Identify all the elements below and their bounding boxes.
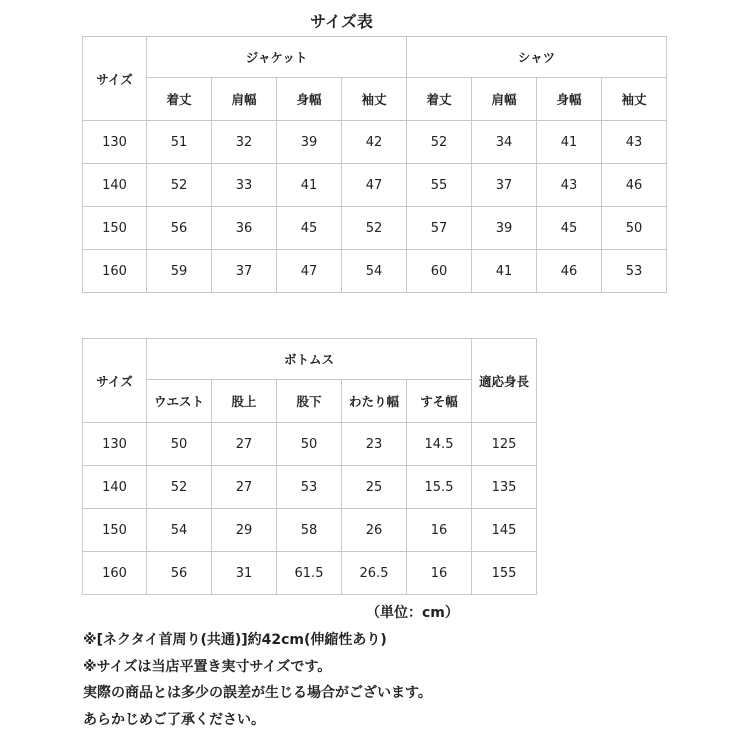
table-cell: 36 (212, 207, 277, 250)
table-cell: 43 (537, 164, 602, 207)
jacket-shirt-size-table (82, 36, 667, 293)
note-line: ※[ネクタイ首周り(共通)]約42cm(伸縮性あり) (83, 632, 387, 648)
table-cell: 29 (212, 509, 277, 552)
size-header: サイズ (83, 339, 147, 423)
column-header: ウエスト (147, 380, 212, 423)
size-cell: 160 (83, 250, 147, 293)
table-cell: 55 (407, 164, 472, 207)
table-cell: 56 (147, 207, 212, 250)
table-cell: 16 (407, 509, 472, 552)
table-cell: 39 (277, 121, 342, 164)
table-cell: 43 (602, 121, 667, 164)
table-row (83, 164, 667, 207)
table-cell: 27 (212, 466, 277, 509)
table-cell: 41 (277, 164, 342, 207)
table-cell: 58 (277, 509, 342, 552)
bottoms-size-table (82, 338, 537, 595)
column-header: すそ幅 (407, 380, 472, 423)
bottoms-group-header: ボトムス (147, 339, 472, 380)
size-cell: 130 (83, 121, 147, 164)
table-cell: 47 (342, 164, 407, 207)
table-cell: 52 (147, 466, 212, 509)
table-cell: 37 (212, 250, 277, 293)
table-cell: 50 (602, 207, 667, 250)
height-cell: 135 (472, 466, 537, 509)
table-cell: 52 (342, 207, 407, 250)
table-cell: 57 (407, 207, 472, 250)
note-line: ※サイズは当店平置き実寸サイズです。 (83, 658, 332, 675)
size-cell: 140 (83, 164, 147, 207)
table-cell: 60 (407, 250, 472, 293)
table-cell: 14.5 (407, 423, 472, 466)
table-cell: 54 (147, 509, 212, 552)
table-cell: 23 (342, 423, 407, 466)
table-cell: 50 (277, 423, 342, 466)
table-row (83, 466, 537, 509)
size-cell: 140 (83, 466, 147, 509)
table-cell: 51 (147, 121, 212, 164)
table-row (83, 423, 537, 466)
table-row (83, 121, 667, 164)
table-cell: 39 (472, 207, 537, 250)
table-cell: 34 (472, 121, 537, 164)
height-cell: 155 (472, 552, 537, 595)
page-title: サイズ表 (310, 12, 373, 31)
unit-label: （単位：cm） (366, 605, 459, 621)
table-cell: 61.5 (277, 552, 342, 595)
column-header: 着丈 (407, 78, 472, 121)
column-header: 身幅 (537, 78, 602, 121)
table-cell: 45 (277, 207, 342, 250)
table-cell: 27 (212, 423, 277, 466)
table-cell: 52 (407, 121, 472, 164)
height-cell: 125 (472, 423, 537, 466)
shirt-group-header: シャツ (407, 37, 667, 78)
table-cell: 32 (212, 121, 277, 164)
table-cell: 56 (147, 552, 212, 595)
note-line: 実際の商品とは多少の誤差が生じる場合がございます。 (83, 685, 432, 701)
table-cell: 25 (342, 466, 407, 509)
table-cell: 45 (537, 207, 602, 250)
table-cell: 26.5 (342, 552, 407, 595)
table-cell: 54 (342, 250, 407, 293)
size-cell: 160 (83, 552, 147, 595)
table-cell: 53 (277, 466, 342, 509)
table-cell: 31 (212, 552, 277, 595)
height-cell: 145 (472, 509, 537, 552)
jacket-group-header: ジャケット (147, 37, 407, 78)
table-cell: 50 (147, 423, 212, 466)
column-header: 袖丈 (602, 78, 667, 121)
size-cell: 150 (83, 509, 147, 552)
table-cell: 42 (342, 121, 407, 164)
table-cell: 59 (147, 250, 212, 293)
size-header: サイズ (83, 37, 147, 121)
column-header: 着丈 (147, 78, 212, 121)
table-row (83, 509, 537, 552)
table-cell: 33 (212, 164, 277, 207)
table-cell: 41 (537, 121, 602, 164)
column-header: 股上 (212, 380, 277, 423)
table-cell: 53 (602, 250, 667, 293)
table-cell: 41 (472, 250, 537, 293)
column-header: 袖丈 (342, 78, 407, 121)
column-header: 股下 (277, 380, 342, 423)
table-cell: 15.5 (407, 466, 472, 509)
table-row (83, 207, 667, 250)
column-header: 身幅 (277, 78, 342, 121)
size-cell: 130 (83, 423, 147, 466)
table-row (83, 552, 537, 595)
height-header: 適応身長 (472, 339, 537, 423)
table-cell: 46 (602, 164, 667, 207)
column-header: 肩幅 (472, 78, 537, 121)
table-cell: 26 (342, 509, 407, 552)
column-header: 肩幅 (212, 78, 277, 121)
note-line: あらかじめご了承ください。 (83, 711, 265, 728)
table-cell: 52 (147, 164, 212, 207)
column-header: わたり幅 (342, 380, 407, 423)
table-row (83, 250, 667, 293)
table-cell: 16 (407, 552, 472, 595)
table-cell: 47 (277, 250, 342, 293)
notes (83, 627, 432, 733)
table-cell: 46 (537, 250, 602, 293)
table-cell: 37 (472, 164, 537, 207)
size-cell: 150 (83, 207, 147, 250)
